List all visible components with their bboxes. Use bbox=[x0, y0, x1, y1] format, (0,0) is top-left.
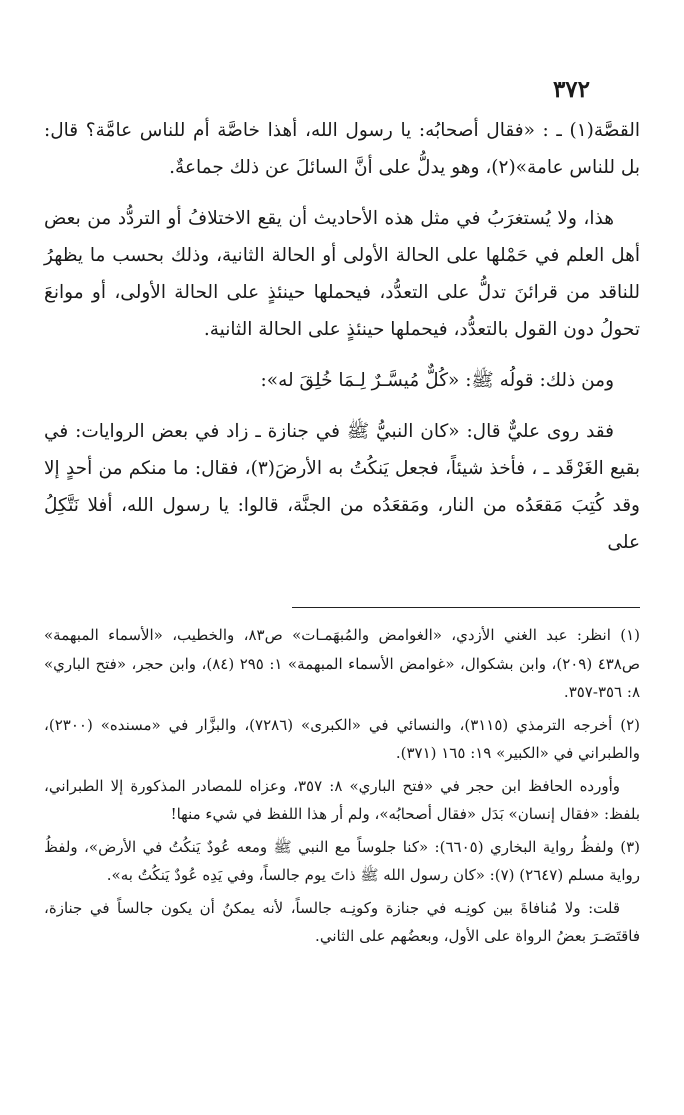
footnotes bbox=[44, 621, 640, 955]
footnote-1: (١) انظر: عبد الغني الأزدي، «الغوامض والمُبهَمـات» ص٨٣، والخطيب، «الأسماء المبهمة» ص٤٣٨ (٢٠٩)، وابن بشكوال، «غوامض الأسماء المبهمة» ١: ٢٩٥ (٨٤)، وابن حجر، «فتح الباري» ٨: ٣٥٦-٣٥٧. bbox=[44, 626, 641, 701]
paragraph-1: القصَّة(١) ـ : «فقال أصحابُه: يا رسول الله، أهذا خاصَّة أم للناس عامَّة؟ قال: بل للناس عامة»(٢)، وهو يدلُّ على أنَّ السائلَ عن ذلك جماعةٌ. bbox=[44, 120, 640, 178]
paragraph-2: هذا، ولا يُستغرَبُ في مثل هذه الأحاديث أن يقع الاختلافُ أو التردُّد من بعض أهل العلم في حَمْلها على الحالة الأولى أو الحالة الثانية، وذلك بحسب ما يظهرُ للناقد من قرائنَ تدلُّ على التعدُّد، فيحملها حينئذٍ على الحالة الأولى، أو موانعَ تحولُ دون القول بالتعدُّد، فيحملها حينئذٍ على الحالة الثانية. bbox=[44, 208, 640, 340]
main-text bbox=[44, 112, 640, 575]
paragraph-3: ومن ذلك: قولُه ﷺ: «كُلٌّ مُيسَّـرٌ لِـمَا خُلِقَ له»: bbox=[260, 370, 614, 391]
paragraph-4: فقد روى عليٌّ قال: «كان النبيُّ ﷺ في جنازة ـ زاد في بعض الروايات: في بقيع الغَرْقَد ـ ، فأخذ شيئاً، فجعل يَنكُتُ به الأرضَ(٣)، فقال: ما منكم من أحدٍ إلا وقد كُتِبَ مَقعَدُه من النار، ومَقعَدُه من الجنَّة، قالوا: يا رسول الله، أفلا نَتَّكِلُ على bbox=[44, 421, 640, 553]
page-number: ٣٧٢ bbox=[552, 76, 590, 103]
footnote-3-continuation: قلت: ولا مُنافاةَ بين كونِـه في جنازة وكونِـه جالساً، لأنه يمكنُ أن يكون جالساً في جنازة، فاقتَصَـرَ بعضُ الرواة على الأول، وبعضُهم على الثاني. bbox=[44, 898, 640, 945]
footnote-2: (٢) أخرجه الترمذي (٣١١٥)، والنسائي في «الكبرى» (٧٢٨٦)، والبزَّار في «مسنده» (٢٣٠٠)، والطبراني في «الكبير» ١٩: ١٦٥ (٣٧١). bbox=[44, 715, 640, 762]
footnote-3: (٣) ولفظُ رواية البخاري (٦٦٠٥): «كنا جلوساً مع النبي ﷺ ومعه عُودٌ يَنكُتُ في الأرض»، ولفظُ رواية مسلم (٢٦٤٧) (٧): «كان رسول الله ﷺ ذاتَ يوم جالساً، وفي يَدِه عُودٌ يَنكُتُ به». bbox=[44, 837, 640, 884]
footnote-divider bbox=[292, 607, 640, 608]
footnote-2-continuation: وأورده الحافظ ابن حجر في «فتح الباري» ٨: ٣٥٧، وعزاه للمصادر المذكورة إلا الطبراني، بلفظ: «فقال إنسان» بَدَل «فقال أصحابُه»، ولم أر هذا اللفظ في شيء منها! bbox=[44, 776, 640, 823]
